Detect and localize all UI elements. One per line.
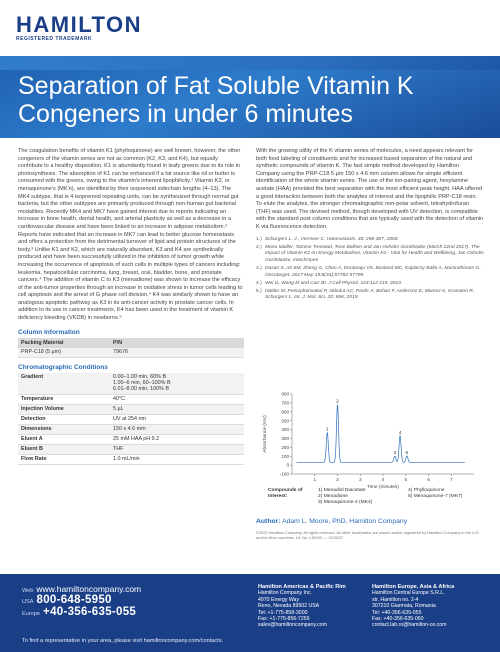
column-info-header: P/N bbox=[110, 338, 244, 348]
reference-number: 3.) bbox=[256, 265, 262, 271]
banner-stripe bbox=[0, 56, 500, 70]
hamilton-logo: HAMILTON REGISTERED TRADEMARK bbox=[16, 12, 143, 42]
office-line: 4970 Energy Way bbox=[258, 596, 300, 603]
x-tick-label: 5 bbox=[404, 477, 408, 482]
web-label: Web bbox=[22, 588, 34, 594]
right-column bbox=[256, 148, 484, 303]
reference-number: 2.) bbox=[256, 244, 262, 250]
peak-label: 1 bbox=[325, 427, 329, 433]
chromatographic-table bbox=[18, 373, 244, 465]
reference-item bbox=[256, 289, 484, 302]
office-line: Reno, Nevada 89502 USA bbox=[258, 603, 320, 610]
compound-item: 3) Menaquinone-4 (MK4) bbox=[318, 500, 373, 505]
y-tick-label: -100 bbox=[279, 471, 289, 477]
condition-label: Gradient bbox=[18, 373, 110, 395]
table-row bbox=[18, 424, 244, 434]
reference-text: Halder M, Petsophonsakul P, Akbulut AC, Pavlic A, Bohan F, Anderson E, Maresz K, Kramann R, Schurgers L. Int. J. Mol. Sci. 20: 896, 2019. bbox=[265, 288, 475, 301]
reference-text: Wei G, Wang M and Carr BI. J Cell Physiol. 224:112-119, 2010. bbox=[265, 280, 403, 286]
condition-value: 5 µL bbox=[110, 404, 244, 414]
reference-number: 5.) bbox=[256, 288, 262, 294]
reference-number: 1.) bbox=[256, 236, 262, 242]
part-number-value: 79676 bbox=[110, 348, 244, 358]
condition-label: Flow Rate bbox=[18, 454, 110, 464]
condition-value: 40°C bbox=[110, 394, 244, 404]
y-tick-label: 600 bbox=[281, 409, 289, 415]
x-tick-label: 2 bbox=[336, 477, 339, 482]
reference-item bbox=[256, 245, 484, 265]
usa-phone: 800-648-5950 bbox=[36, 594, 112, 606]
office-line: 307210 Giarmata, Romania bbox=[372, 603, 436, 610]
author-label: Author: bbox=[256, 518, 281, 525]
chromatographic-title: Chromatographic Conditions bbox=[18, 363, 108, 371]
chromatogram-trace bbox=[297, 405, 465, 463]
peak-label: 4 bbox=[398, 430, 402, 436]
logo-subtext: REGISTERED TRADEMARK bbox=[16, 36, 93, 42]
footer bbox=[0, 574, 500, 652]
page-title: Separation of Fat Soluble Vitamin K Congeners in under 6 minutes bbox=[18, 72, 414, 128]
office-europe bbox=[372, 584, 490, 629]
compound-item: 4) Phylloquinone bbox=[408, 488, 445, 493]
condition-label: Dimensions bbox=[18, 424, 110, 434]
reference-item bbox=[256, 281, 484, 288]
peak-label: 2 bbox=[336, 399, 339, 405]
reference-text: Schurgers L. J., Vermeer C. Haemostasis. 30: 298-307, 2000. bbox=[265, 236, 399, 242]
condition-label: Eluent B bbox=[18, 444, 110, 454]
table-row bbox=[18, 454, 244, 464]
column-info-header: Packing Material bbox=[18, 338, 110, 348]
office-line: Tel: +40-356-635-055 bbox=[372, 609, 422, 616]
condition-value: UV at 254 nm bbox=[110, 414, 244, 424]
table-row bbox=[18, 373, 244, 395]
reference-item bbox=[256, 237, 484, 244]
references-list bbox=[256, 237, 484, 302]
table-row bbox=[18, 444, 244, 454]
condition-value: 150 x 4.6 mm bbox=[110, 424, 244, 434]
condition-value: 0.00–1.00 min, 60% B 1.00–6 min, 60–100% B 6.01–8.00 min, 100% B bbox=[110, 373, 244, 395]
author-name: Adam L. Moore, PhD, Hamilton Company bbox=[282, 518, 408, 525]
reference-item bbox=[256, 266, 484, 279]
usa-label: USA bbox=[22, 599, 34, 605]
compounds-col-2 bbox=[408, 488, 488, 500]
left-column bbox=[18, 148, 244, 465]
footer-usa-row bbox=[22, 594, 252, 606]
office-line: str. Hamilton no. 2-4 bbox=[372, 596, 419, 603]
office-line[interactable]: sales@hamiltoncompany.com bbox=[258, 622, 327, 629]
condition-value: 25 mM HAA pH 9.2 bbox=[110, 434, 244, 444]
condition-label: Eluent A bbox=[18, 434, 110, 444]
condition-label: Injection Volume bbox=[18, 404, 110, 414]
website-link[interactable]: www.hamiltoncompany.com bbox=[36, 584, 142, 594]
x-tick-label: 6 bbox=[427, 477, 430, 482]
intro-paragraph: The coagulation benefits of vitamin K1 (phylloquinone) are well known, however, the other congeners of the vitamin series are not as common (K2, K3, and K4), but equally contribute to a healthy disposition. K1 is abundantly found in leafy greens due to its role in photosynthesis. The absorption of K1 can be enhanced if a fat source like oil or butter is consumed with the greens, owing to the vitamin's inherent lipophilicity.¹ Vitamin K2, or menaquinone's (MK'n), are identified by their isoprenoid sidechain lengths (4–13). The MK4 subtype, that is 4 isoprenoid repeating units, can be synthesized through normal gut bacteria, but the other subtypes are primarily produced through non-human gut bacterial modalities. Recently MK4 and MK7 have gained interest due to reports indicating an increase in bone health, dental health, and arterial plasticity as well as a decrease in a cardiovascular disease and have been linked to an increase in adipose metabolism.² Reports have indicated that an increase in MK7 can lead to better glucose homeostasis and offers a protection from the detrimental turnover of lipid and protein structures of the body.³ Unlike K1 and K2, which are naturally abundant, K3 and K4 are synthetically produced and have been successfully utilized in the inhibition of tumor growth while increasing the occurrence of apoptosis of such cells in multiple types of cancers including: leukemia, hepatocellular carcinoma, lung, breast, oral, bladder, bone, and prostate cancers.⁴ The addition of vitamin C to K3 (menadione) was shown to increase the efficacy of the anti-tumor properties through an increase in oxidative stress in tumor cells leading to cell apoptosis and the arrest of G phase cell division.⁴ K4 was similarly shown to have an analogous apoptotic pathway as K3 in its anti-cancer activity in prostate cancer cells. In addition to its use in cancer treatments, K4 has been used in the treatment of vitamin K deficiency bleeding (VKDB) in newborns.⁵ bbox=[18, 148, 243, 322]
title-banner bbox=[0, 56, 500, 138]
compound-item: 1) Menadiol Diacetate bbox=[318, 488, 366, 493]
compounds-col-1 bbox=[318, 488, 398, 506]
author-line bbox=[256, 518, 407, 525]
column-info-title: Column Information bbox=[18, 328, 80, 336]
table-row bbox=[18, 348, 244, 358]
y-axis-label: Absorbance (mV) bbox=[263, 415, 268, 453]
office-line: Fax: +1-775-856-7259 bbox=[258, 616, 310, 623]
y-tick-label: 400 bbox=[281, 427, 289, 433]
office-heading: Hamilton Europe, Asia & Africa bbox=[372, 584, 455, 590]
x-axis-label: Time (minutes) bbox=[367, 485, 399, 490]
reference-text: Mona Mailler, Tamme Trenstad, Tone Bathen and Jan Oxholm Gordeladze (March 22nd 2017). The Impact of Vitamin K2 on Energy Metabolism, Vitamin K2 - Vital for Health and Wellbeing, Jan Oxholm Gordeladze, IntechOpen bbox=[265, 244, 484, 263]
office-heading: Hamilton Americas & Pacific Rim bbox=[258, 584, 346, 590]
column-info-table bbox=[18, 338, 244, 358]
office-line: Hamilton Central Europe S.R.L. bbox=[372, 590, 445, 597]
fine-print: ©2023 Hamilton Company. All rights reserved. All other trademarks are owned and/or registered by Hamilton Company in the U.S. and/or other countries. Lit. No. L80100 — 02/2023 bbox=[256, 530, 480, 540]
table-row bbox=[18, 434, 244, 444]
y-tick-label: 200 bbox=[281, 444, 289, 450]
office-americas bbox=[258, 584, 376, 629]
right-paragraph: With the growing utility of the K vitamin series of molecules, a need appears relevant for both food labeling of constituents and for increased based separation of the natural and synthetic compounds of vitamin K. The fast simple method developed by Hamilton Company using the PRP-C18 5 µm 150 x 4.6 mm column allows for simple efficient identification of the whole vitamin series. The use of the ion-pairing agent, hexylamine acetate (HAA) provided the best separation with the most efficient peak height. HAA offered a good interaction between both the analytes of interest and the lipophilic PRP-C18 resin. To elute the analytes, the stronger chromatographic non-polar solvent, tetrahydrofuran (THF) was used. The devised method, though developed with UV detection, is compatible with the standard post column conditions that are typically used with the detection of vitamin K via fluorescence detection. bbox=[256, 148, 484, 230]
compounds-heading: Compounds of Interest: bbox=[268, 488, 303, 499]
office-line: Tel: +1-775-858-3000 bbox=[258, 609, 308, 616]
y-tick-label: 700 bbox=[281, 400, 289, 406]
condition-label: Detection bbox=[18, 414, 110, 424]
chromatogram-chart bbox=[256, 388, 484, 492]
x-tick-label: 7 bbox=[449, 477, 453, 482]
y-tick-label: 0 bbox=[286, 462, 289, 468]
x-tick-label: 4 bbox=[381, 477, 385, 482]
table-row bbox=[18, 414, 244, 424]
footer-europe-row bbox=[22, 606, 252, 618]
condition-label: Temperature bbox=[18, 394, 110, 404]
compound-item: 5) Menaquinone-7 (MK7) bbox=[408, 494, 463, 499]
footer-web-row bbox=[22, 584, 252, 594]
footer-contact bbox=[22, 584, 252, 618]
y-tick-label: 500 bbox=[281, 418, 289, 424]
office-line: Hamilton Company Inc. bbox=[258, 590, 312, 597]
x-tick-label: 1 bbox=[313, 477, 317, 482]
europe-label: Europe bbox=[22, 611, 41, 617]
footer-tagline: To find a representative in your area, please visit hamiltoncompany.com/contacts. bbox=[22, 638, 224, 644]
y-tick-label: 300 bbox=[281, 436, 289, 442]
reference-text: Dasari S, Ali SM, Zheng G, Chen A, Dontaraju VS, Bosland MC, Kajdacsy-Balla A, Munirathinam G. . Oncotarget. 2017 May 19;8(34):57782-57799. bbox=[265, 265, 484, 278]
table-row bbox=[18, 404, 244, 414]
compound-item: 2) Menadione bbox=[318, 494, 348, 499]
table-row bbox=[18, 394, 244, 404]
europe-phone: +40-356-635-055 bbox=[43, 606, 137, 618]
x-tick-label: 3 bbox=[358, 477, 362, 482]
peak-label: 5 bbox=[405, 450, 409, 456]
office-line[interactable]: contact.lab.ro@hamilton-ce.com bbox=[372, 622, 447, 629]
office-line: Fax: +40-356-635-060 bbox=[372, 616, 424, 623]
packing-material-value: PRP-C18 (5 µm) bbox=[18, 348, 110, 358]
y-tick-label: 100 bbox=[281, 453, 289, 459]
condition-value: THF bbox=[110, 444, 244, 454]
condition-value: 1.0 mL/min bbox=[110, 454, 244, 464]
y-tick-label: 800 bbox=[281, 391, 289, 397]
peak-label: 3 bbox=[393, 451, 397, 457]
reference-number: 4.) bbox=[256, 280, 262, 286]
